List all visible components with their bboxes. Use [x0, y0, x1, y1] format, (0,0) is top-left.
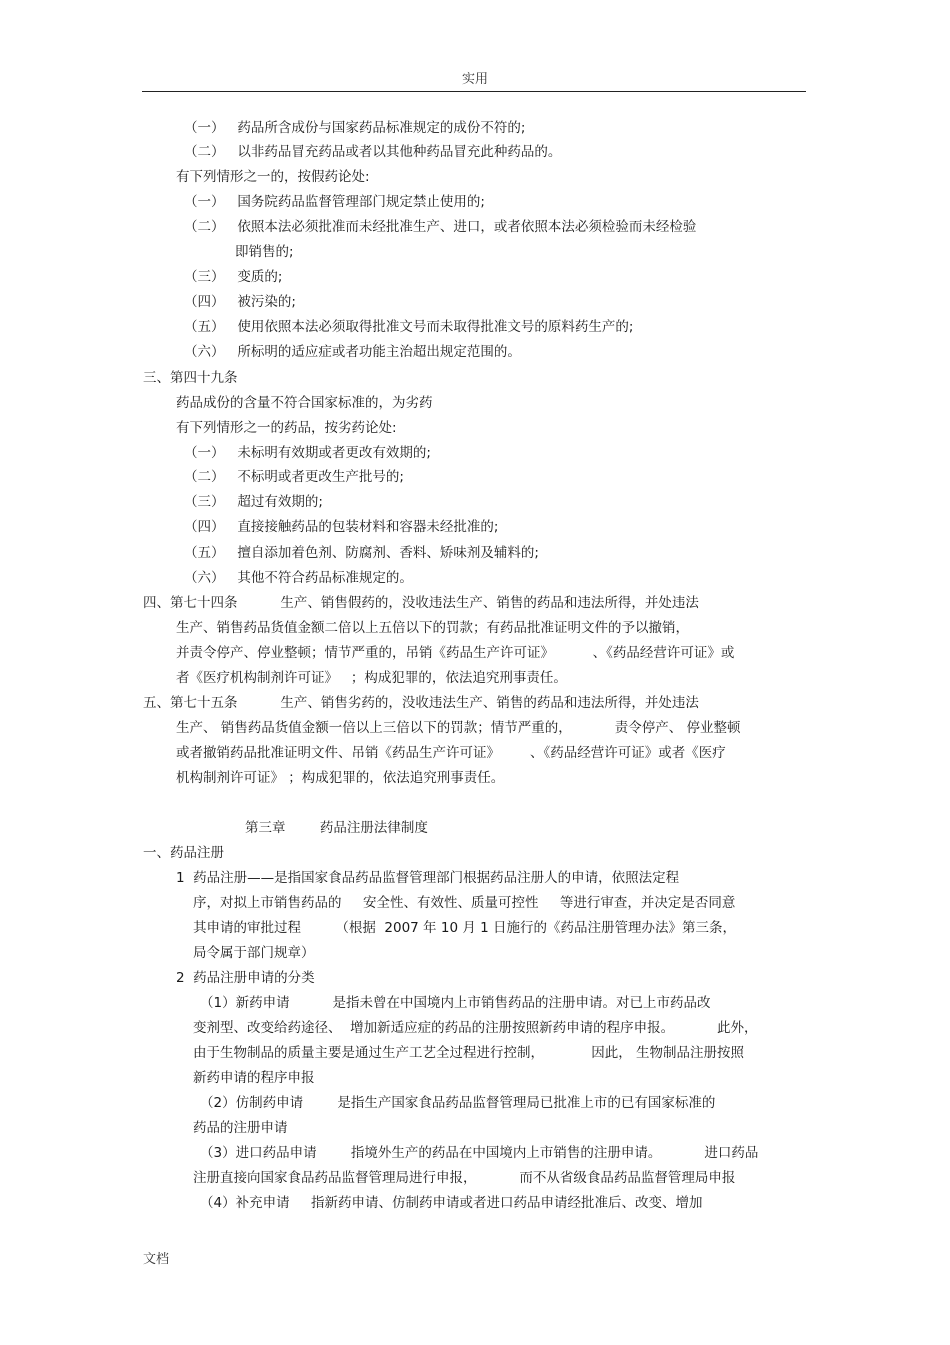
text-line: 药品成份的含量不符合国家标准的，为劣药	[176, 395, 433, 411]
text-line: （一） 国务院药品监督管理部门规定禁止使用的;	[184, 194, 485, 210]
page-header: 实用	[461, 72, 488, 87]
text-line: 变剂型、改变给药途径、 增加新适应症的药品的注册按照新药申请的程序申报。 此外，	[193, 1020, 758, 1036]
text-line: 注册直接向国家食品药品监督管理局进行申报， 而不从省级食品药品监督管理局申报	[193, 1170, 736, 1186]
text-line: （六） 其他不符合药品标准规定的。	[184, 570, 413, 586]
text-line: （4）补充申请 指新药申请、仿制药申请或者进口药品申请经批准后、改变、增加	[200, 1195, 703, 1211]
text-line: （五） 擅自添加着色剂、防腐剂、香料、矫味剂及辅料的;	[184, 545, 539, 561]
section-heading: 一、药品注册	[143, 845, 224, 861]
text-line: （2）仿制药申请 是指生产国家食品药品监督管理局已批准上市的已有国家标准的	[200, 1095, 716, 1111]
text-line: 或者撤销药品批准证明文件、吊销《药品生产许可证》 、《药品经营许可证》或者《医疗	[176, 745, 726, 761]
text-line: （二） 以非药品冒充药品或者以其他种药品冒充此种药品的。	[184, 144, 562, 160]
text-line: 生产、销售药品货值金额二倍以上五倍以下的罚款；有药品批准证明文件的予以撤销，	[176, 620, 689, 636]
text-line: （1）新药申请 是指未曾在中国境内上市销售药品的注册申请。对已上市药品改	[200, 995, 711, 1011]
header-rule	[142, 91, 806, 92]
text-line: 其申请的审批过程 （根据 2007 年 10 月 1 日施行的《药品注册管理办法》第三条，	[193, 920, 736, 936]
text-line: 有下列情形之一的，按假药论处:	[176, 169, 370, 185]
text-line: （一） 未标明有效期或者更改有效期的;	[184, 445, 431, 461]
section-heading: 五、第七十五条 生产、销售劣药的，没收违法生产、销售的药品和违法所得，并处违法	[143, 695, 699, 711]
text-line: （四） 直接接触药品的包装材料和容器未经批准的;	[184, 519, 499, 535]
text-line: 者《医疗机构制剂许可证》 ；构成犯罪的，依法追究刑事责任。	[176, 670, 567, 686]
text-line: （一） 药品所含成份与国家药品标准规定的成份不符的;	[184, 120, 526, 136]
text-line: （3）进口药品申请 指境外生产的药品在中国境内上市销售的注册申请。 进口药品	[200, 1145, 759, 1161]
section-heading: 三、第四十九条	[143, 370, 238, 386]
text-line: 并责令停产、停业整顿；情节严重的，吊销《药品生产许可证》 、《药品经营许可证》或	[176, 645, 735, 661]
text-line: 机构制剂许可证》 ；构成犯罪的，依法追究刑事责任。	[176, 770, 505, 786]
chapter-title: 第三章 药品注册法律制度	[245, 820, 428, 836]
text-line: 药品的注册申请	[193, 1120, 288, 1136]
page-footer: 文档	[143, 1252, 170, 1267]
text-line: 生产、 销售药品货值金额一倍以上三倍以下的罚款；情节严重的， 责令停产、 停业整顿	[176, 720, 741, 736]
text-line: （二） 不标明或者更改生产批号的;	[184, 469, 404, 485]
text-line: （三） 变质的;	[184, 269, 283, 285]
text-line: 1 药品注册——是指国家食品药品监督管理部门根据药品注册人的申请，依照法定程	[176, 870, 680, 886]
text-line: （六） 所标明的适应症或者功能主治超出规定范围的。	[184, 344, 521, 360]
text-line: 即销售的;	[235, 244, 294, 260]
subsection-heading: 2 药品注册申请的分类	[176, 970, 315, 986]
text-line: 新药申请的程序申报	[193, 1070, 315, 1086]
text-line: （四） 被污染的;	[184, 294, 296, 310]
text-line: （二） 依照本法必须批准而未经批准生产、进口，或者依照本法必须检验而未经检验	[184, 219, 697, 235]
text-line: （五） 使用依照本法必须取得批准文号而未取得批准文号的原料药生产的;	[184, 319, 634, 335]
text-line: 序，对拟上市销售药品的 安全性、有效性、质量可控性 等进行审查，并决定是否同意	[193, 895, 736, 911]
section-heading: 四、第七十四条 生产、销售假药的，没收违法生产、销售的药品和违法所得，并处违法	[143, 595, 699, 611]
text-line: 由于生物制品的质量主要是通过生产工艺全过程进行控制， 因此， 生物制品注册按照	[193, 1045, 744, 1061]
text-line: （三） 超过有效期的;	[184, 494, 323, 510]
text-line: 局令属于部门规章）	[193, 945, 315, 961]
text-line: 有下列情形之一的药品，按劣药论处:	[176, 420, 397, 436]
